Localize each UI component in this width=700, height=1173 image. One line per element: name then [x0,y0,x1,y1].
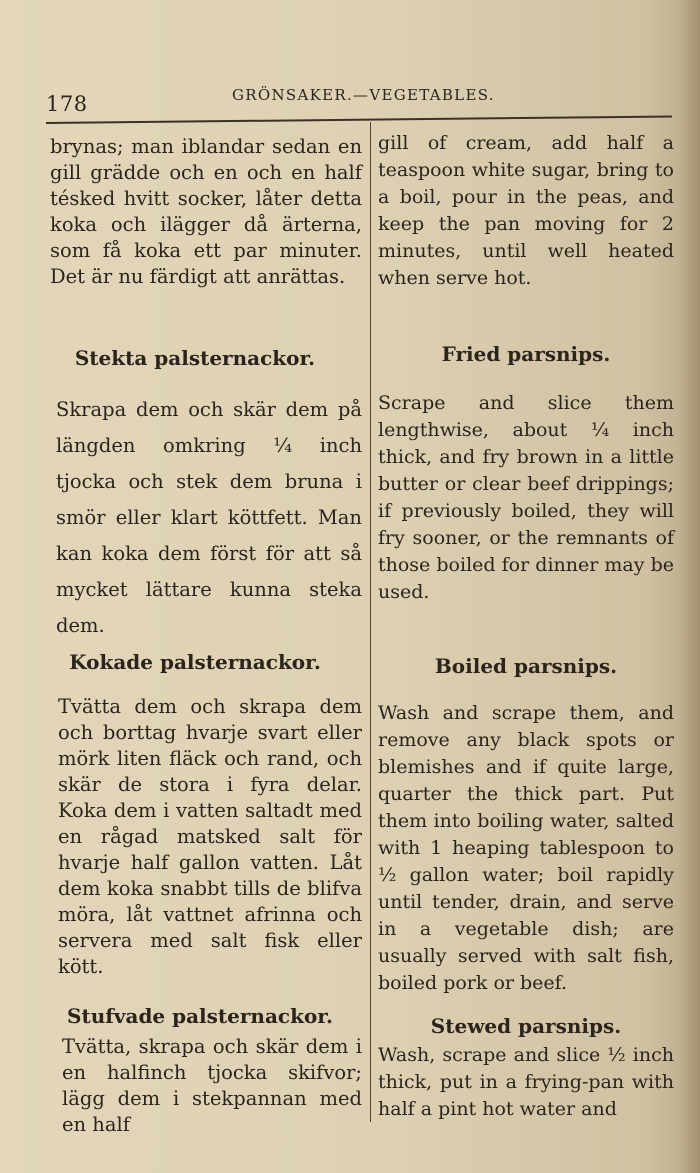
english-heading-stewed: Stewed parsnips. [430,1014,622,1038]
english-heading-fried: Fried parsnips. [441,342,611,366]
swedish-intro-paragraph: brynas; man iblandar sedan en gill grädde och en och en half tésked hvitt socker, låter detta koka och ilägger då ärterna, som få koka ett par minuter. Det är nu färdigt att anrättas. [50,135,362,288]
english-paragraph-boiled: Wash and scrape them, and remove any black spots or blemishes and if quite large, quarter the thick part. Put them into boiling water, salted with 1 heaping tablespoon to ½ gallon water; boil rapidly until tender, drain, and serve in a vegetable dish; are usually served with salt fish, boiled pork or beef. [378,702,674,994]
swedish-paragraph-stekta: Skrapa dem och skär dem på längden omkring ¼ inch tjocka och stek dem bruna i smör eller klart köttfett. Man kan koka dem först för att så mycket lättare kunna steka dem. [56,398,362,637]
page-edge-shadow [678,0,700,1173]
page-number: 178 [46,92,88,116]
column-divider [370,122,371,1122]
swedish-heading-stekta: Stekta palsternackor. [74,346,316,370]
english-heading-boiled: Boiled parsnips. [434,654,618,678]
swedish-heading-kokade: Kokade palsternackor. [69,650,321,674]
english-intro-paragraph: gill of cream, add half a teaspoon white sugar, bring to a boil, pour in the peas, and keep the pan moving for 2 minutes, until well heated when serve hot. [378,132,674,289]
swedish-paragraph-kokade: Tvätta dem och skrapa dem och borttag hvarje svart eller mörk liten fläck och rand, och skär de stora i fyra delar. Koka dem i vatten saltadt med en rågad matsked salt för hvarje half gallon vatten. Låt dem koka snabbt tills de blifva möra, låt vattnet afrinna och servera med salt fisk eller kött. [58,695,362,978]
swedish-paragraph-stufvade: Tvätta, skrapa och skär dem i en halfinch tjocka skifvor; lägg dem i stekpannan med en half [62,1035,362,1136]
english-paragraph-fried: Scrape and slice them lengthwise, about ¼ inch thick, and fry brown in a little butter or clear beef drippings; if previously boiled, they will fry sooner, or the remnants of those boiled for dinner may be used. [378,392,674,603]
running-title: GRÖNSAKER.—VEGETABLES. [232,86,495,104]
english-paragraph-stewed: Wash, scrape and slice ½ inch thick, put in a frying-pan with half a pint hot water and [378,1044,674,1120]
swedish-heading-stufvade: Stufvade palsternackor. [67,1004,333,1028]
header-rule [46,115,672,123]
